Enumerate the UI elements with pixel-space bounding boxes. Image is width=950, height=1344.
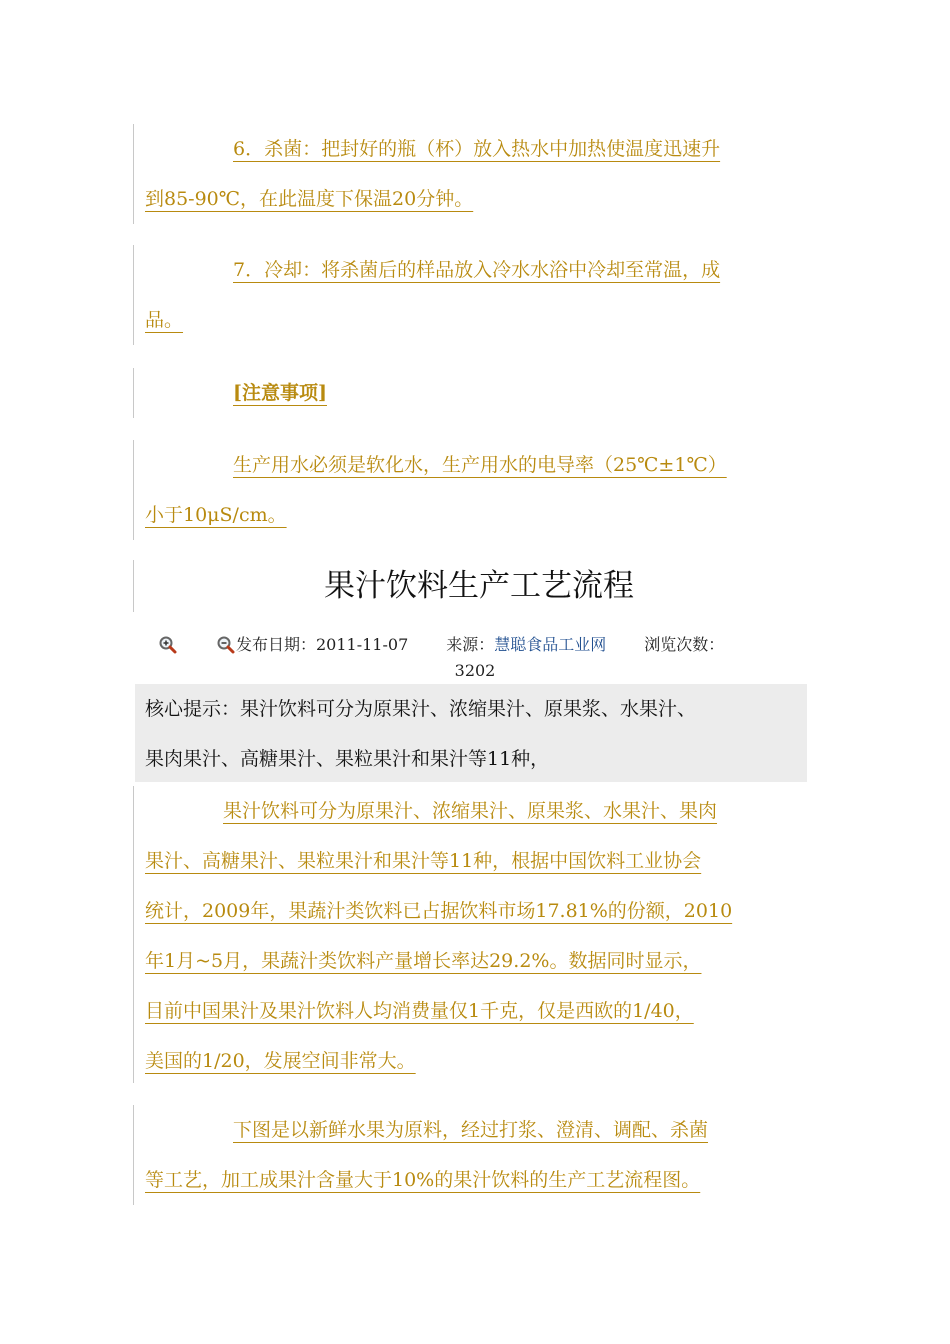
notes-heading-block bbox=[133, 368, 814, 418]
body1-line[interactable]: 美国的1/20，发展空间非常大。 bbox=[145, 1050, 416, 1072]
core-hint bbox=[135, 684, 807, 782]
hint-line2: 果肉果汁、高糖果汁、果粒果汁和果汁等11种， bbox=[145, 748, 550, 770]
zoom-in-icon[interactable] bbox=[158, 635, 178, 655]
step7-line1[interactable]: 7．冷却：将杀菌后的样品放入冷水水浴中冷却至常温，成 bbox=[233, 259, 721, 281]
views-count: 3202 bbox=[454, 661, 496, 680]
article-meta bbox=[140, 632, 820, 684]
body1-line[interactable]: 果汁饮料可分为原果汁、浓缩果汁、原果浆、水果汁、果肉 bbox=[223, 800, 718, 822]
body1-line[interactable]: 果汁、高糖果汁、果粒果汁和果汁等11种，根据中国饮料工业协会 bbox=[145, 850, 702, 872]
body1-line[interactable]: 统计，2009年，果蔬汁类饮料已占据饮料市场17.81%的份额，2010 bbox=[145, 900, 733, 922]
notes-line2[interactable]: 小于10μS/cm。 bbox=[145, 504, 287, 526]
source-label: 来源： bbox=[446, 635, 495, 654]
article-title: 果汁饮料生产工艺流程 bbox=[133, 560, 824, 612]
body1-line[interactable]: 年1月~5月，果蔬汁类饮料产量增长率达29.2%。数据同时显示， bbox=[145, 950, 702, 972]
step6-line2[interactable]: 到85-90℃，在此温度下保温20分钟。 bbox=[145, 188, 474, 210]
hint-line1: 核心提示：果汁饮料可分为原果汁、浓缩果汁、原果浆、水果汁、 bbox=[145, 698, 697, 720]
step7-block bbox=[133, 245, 814, 345]
step6-block bbox=[133, 124, 814, 224]
body1-block bbox=[133, 786, 814, 1083]
notes-block bbox=[133, 440, 814, 540]
zoom-out-icon[interactable] bbox=[216, 635, 236, 655]
notes-heading-paragraph[interactable] bbox=[134, 368, 814, 418]
notes-line1[interactable]: 生产用水必须是软化水，生产用水的电导率（25℃±1℃） bbox=[233, 454, 727, 476]
body2-paragraph[interactable] bbox=[134, 1105, 814, 1205]
step6-paragraph[interactable] bbox=[134, 124, 814, 224]
notes-heading[interactable]: [注意事项] bbox=[233, 382, 327, 404]
publish-date: 发布日期：2011-11-07 bbox=[236, 635, 409, 654]
body2-block bbox=[133, 1105, 814, 1205]
body1-paragraph[interactable] bbox=[134, 786, 814, 1086]
source-link[interactable]: 慧聪食品工业网 bbox=[494, 635, 607, 654]
notes-paragraph[interactable] bbox=[134, 440, 814, 540]
body2-line[interactable]: 等工艺，加工成果汁含量大于10%的果汁饮料的生产工艺流程图。 bbox=[145, 1169, 701, 1191]
body2-line[interactable]: 下图是以新鲜水果为原料，经过打浆、澄清、调配、杀菌 bbox=[233, 1119, 709, 1141]
views-label: 浏览次数： bbox=[644, 635, 725, 654]
body1-line[interactable]: 目前中国果汁及果汁饮料人均消费量仅1千克，仅是西欧的1/40， bbox=[145, 1000, 694, 1022]
step7-line2[interactable]: 品。 bbox=[145, 309, 184, 331]
step6-line1[interactable]: 6．杀菌：把封好的瓶（杯）放入热水中加热使温度迅速升 bbox=[233, 138, 721, 160]
step7-paragraph[interactable] bbox=[134, 245, 814, 345]
